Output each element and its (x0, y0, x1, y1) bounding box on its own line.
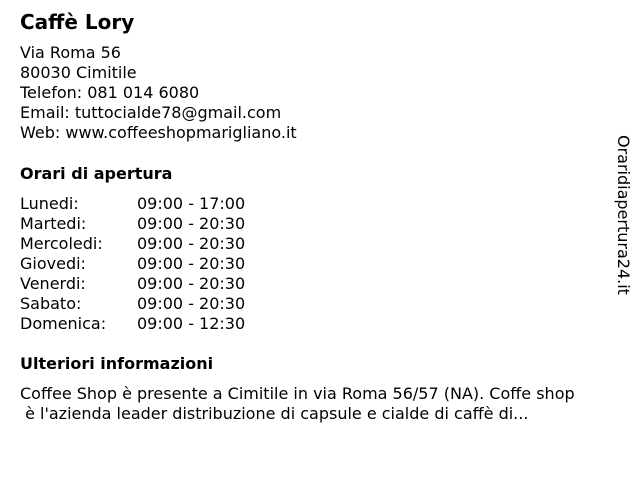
contact-block (20, 43, 297, 143)
hours-row-sunday (20, 314, 280, 334)
hours-row-thursday (20, 254, 280, 274)
day-label: Lunedi: (20, 194, 79, 213)
day-label: Domenica: (20, 314, 107, 333)
day-label: Giovedi: (20, 254, 86, 273)
hours-row-tuesday (20, 214, 280, 234)
time-range: 09:00 - 20:30 (137, 274, 246, 293)
email-address: Email: tuttocialde78@gmail.com (20, 103, 282, 122)
phone-number: Telefon: 081 014 6080 (20, 83, 200, 102)
address-street: Via Roma 56 (20, 43, 121, 62)
opening-hours-table (20, 194, 280, 334)
site-watermark: Oraridiapertura24.it (614, 135, 633, 295)
day-label: Mercoledi: (20, 234, 103, 253)
time-range: 09:00 - 12:30 (137, 314, 246, 333)
hours-row-friday (20, 274, 280, 294)
info-description (20, 384, 632, 424)
info-line-1: Coffee Shop è presente a Cimitile in via Roma 56/57 (NA). Coffe shop (20, 384, 575, 403)
day-label: Venerdi: (20, 274, 86, 293)
day-label: Sabato: (20, 294, 82, 313)
hours-row-wednesday (20, 234, 280, 254)
time-range: 09:00 - 20:30 (137, 214, 246, 233)
business-name: Caffè Lory (20, 10, 135, 34)
time-range: 09:00 - 17:00 (137, 194, 246, 213)
time-range: 09:00 - 20:30 (137, 254, 246, 273)
hours-row-saturday (20, 294, 280, 314)
address-city: 80030 Cimitile (20, 63, 137, 82)
info-heading: Ulteriori informazioni (20, 354, 214, 373)
website: Web: www.coffeeshopmarigliano.it (20, 123, 297, 142)
hours-heading: Orari di apertura (20, 164, 173, 183)
hours-row-monday (20, 194, 280, 214)
time-range: 09:00 - 20:30 (137, 294, 246, 313)
info-line-2: è l'azienda leader distribuzione di capsule e cialde di caffè di... (20, 404, 529, 423)
time-range: 09:00 - 20:30 (137, 234, 246, 253)
day-label: Martedi: (20, 214, 87, 233)
